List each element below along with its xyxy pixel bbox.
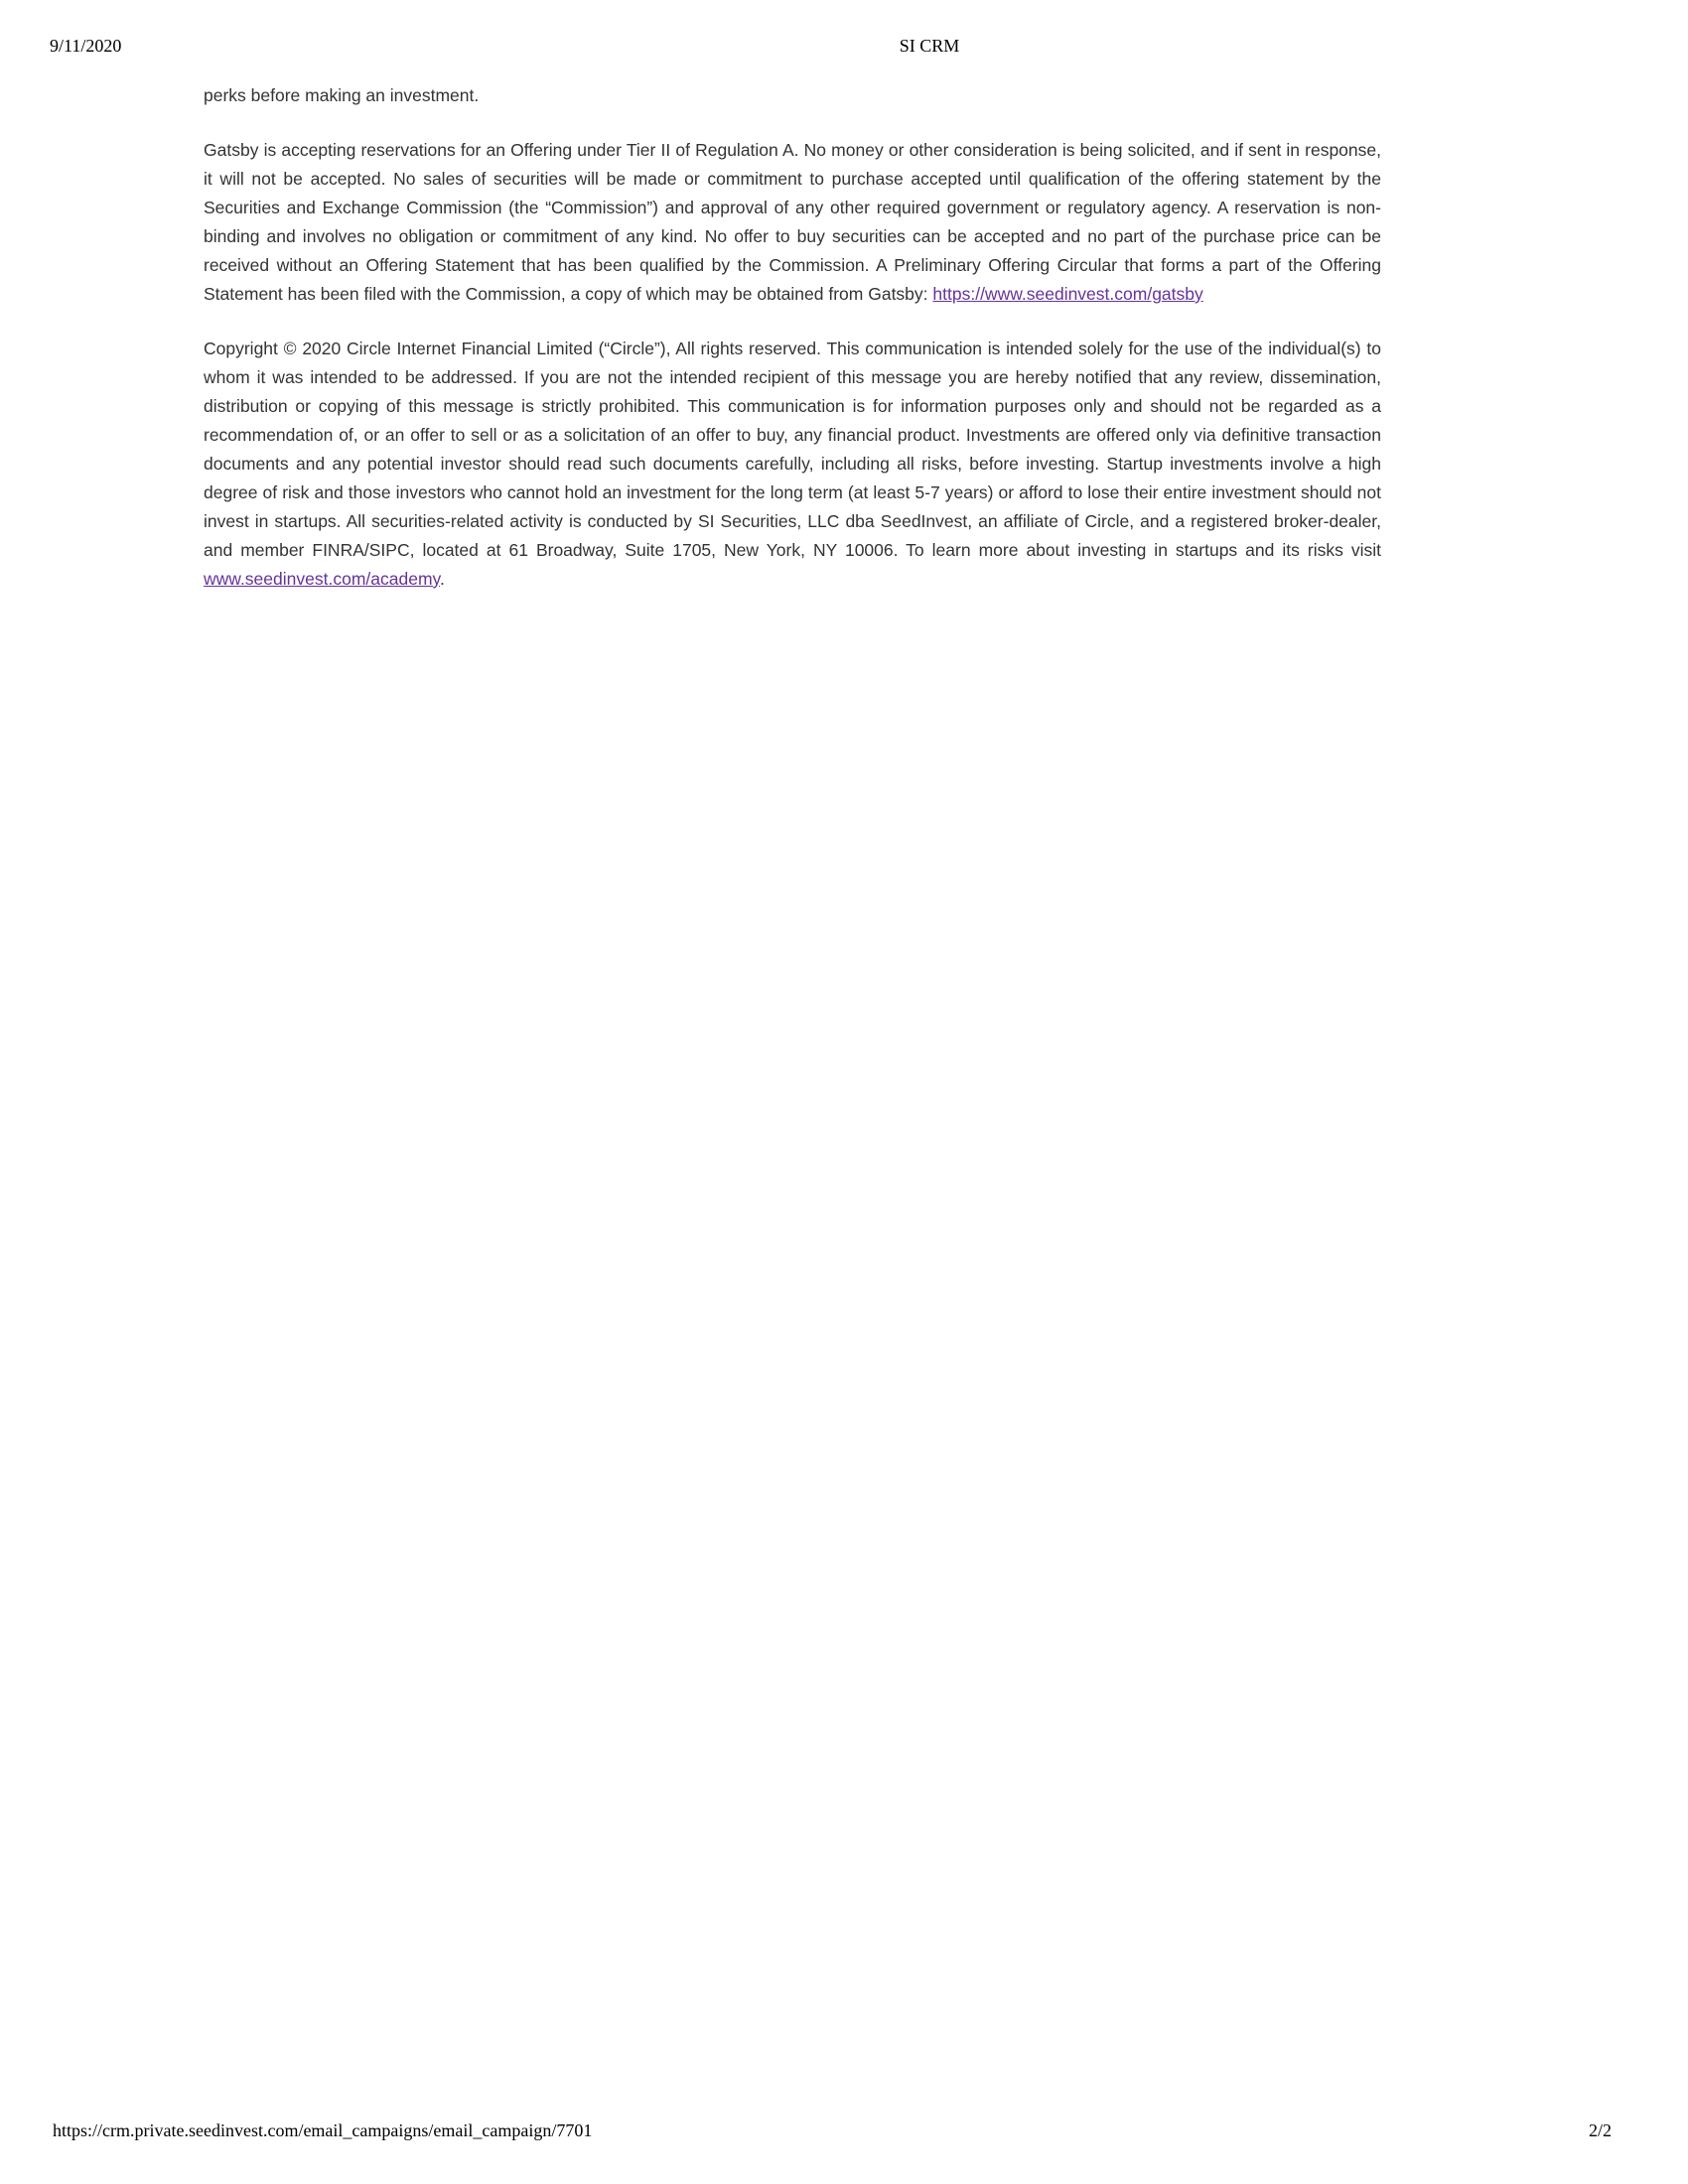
gatsby-offering-link[interactable]: https://www.seedinvest.com/gatsby [932,284,1203,304]
print-footer-page-number: 2/2 [1588,2120,1612,2140]
offering-disclaimer-text: Gatsby is accepting reservations for an Offering under Tier II of Regulation A. No money or other consideration is being solicited, and if sent in response, it will not be accepted. No sales of securities will be made or commitment to purchase accepted until qualification of the offering statement by the Securities and Exchange Commission (the “Commission”) and approval of any other required government or regulatory agency. A reservation is non-binding and involves no obligation or commitment of any kind. No offer to buy securities can be accepted and no part of the purchase price can be received without an Offering Statement that has been qualified by the Commission. A Preliminary Offering Circular that forms a part of the Offering Statement has been filed with the Commission, a copy of which may be obtained from Gatsby: [204,140,1381,304]
print-header-date: 9/11/2020 [50,36,122,56]
print-header-title: SI CRM [899,36,960,56]
copyright-disclaimer-paragraph [204,335,1381,594]
seedinvest-academy-link[interactable]: www.seedinvest.com/academy [204,569,440,589]
print-footer-url: https://crm.private.seedinvest.com/email_campaigns/email_campaign/7701 [53,2120,593,2140]
copyright-disclaimer-text: Copyright © 2020 Circle Internet Financial Limited (“Circle”), All rights reserved. This communication is intended solely for the use of the individual(s) to whom it was intended to be addressed. If you are not the intended recipient of this message you are hereby notified that any review, dissemination, distribution or copying of this message is strictly prohibited. This communication is for information purposes only and should not be regarded as a recommendation of, or an offer to sell or as a solicitation of an offer to buy, any financial product. Investments are offered only via definitive transaction documents and any potential investor should read such documents carefully, including all risks, before investing. Startup investments involve a high degree of risk and those investors who cannot hold an investment for the long term (at least 5-7 years) or afford to lose their entire investment should not invest in startups. All securities-related activity is conducted by SI Securities, LLC dba SeedInvest, an affiliate of Circle, and a registered broker-dealer, and member FINRA/SIPC, located at 61 Broadway, Suite 1705, New York, NY 10006. To learn more about investing in startups and its risks visit [204,339,1381,560]
copyright-disclaimer-suffix: . [439,569,445,589]
email-body [204,81,1381,619]
offering-disclaimer-paragraph [204,136,1381,309]
email-intro-line: perks before making an investment. [204,85,480,105]
